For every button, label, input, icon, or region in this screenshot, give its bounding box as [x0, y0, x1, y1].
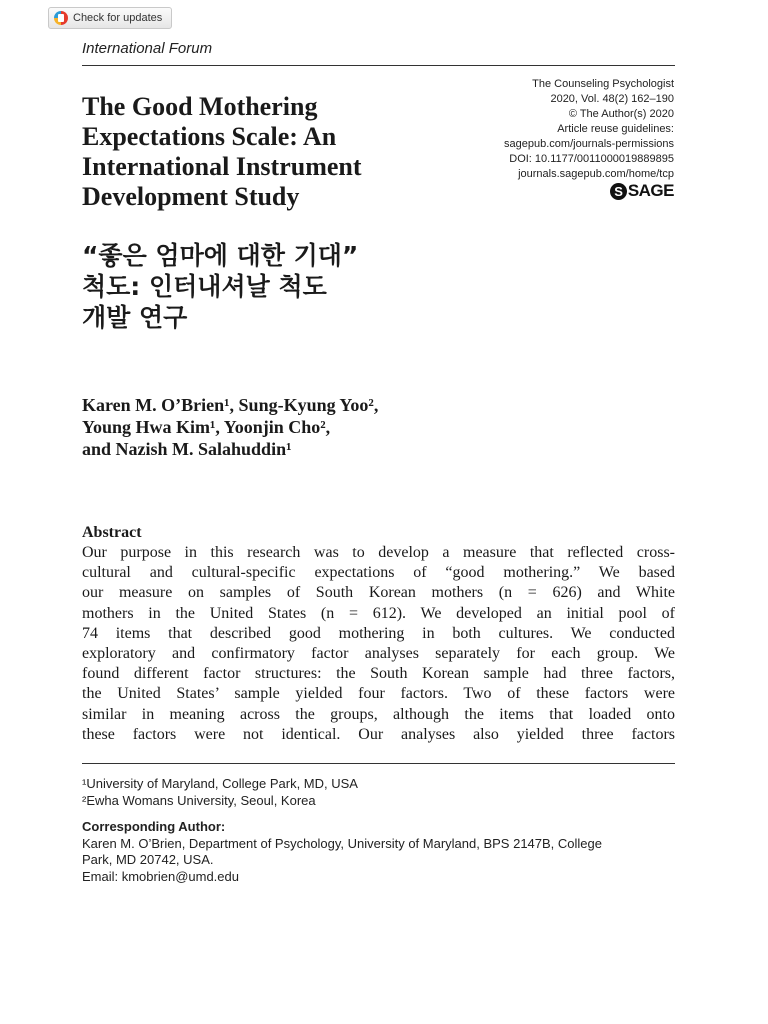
abstract-line: these factors were not identical. Our analyses also yielded three factors	[82, 725, 675, 743]
abstract-line: exploratory and confirmatory factor analyses separately for each group. We	[82, 645, 675, 663]
sage-wordmark: SAGE	[627, 181, 674, 200]
title-line: International Instrument	[82, 152, 362, 181]
title-line: Expectations Scale: An	[82, 122, 337, 151]
abstract-heading: Abstract	[82, 524, 142, 541]
article-title	[82, 92, 467, 212]
abstract	[82, 523, 675, 745]
permissions-link[interactable]: sagepub.com/journals-permissions	[504, 138, 674, 150]
abstract-body	[82, 543, 675, 745]
sage-mark-icon: S	[610, 183, 627, 200]
abstract-line: similar in meaning across the groups, although the items that loaded onto	[82, 705, 675, 723]
doi-link[interactable]: DOI: 10.1177/0011000019889895	[509, 153, 674, 165]
affiliations	[82, 775, 675, 809]
corresponding-author-line: Park, MD 20742, USA.	[82, 852, 214, 867]
crossmark-badge-icon	[54, 11, 68, 25]
journal-name: The Counseling Psychologist	[532, 78, 674, 90]
author-line: Karen M. O’Brien¹, Sung-Kyung Yoo²,	[82, 395, 379, 415]
title-line: The Good Mothering	[82, 92, 318, 121]
abstract-line: Our purpose in this research was to develop a measure that reflected cross-	[82, 544, 675, 561]
author-line: Young Hwa Kim¹, Yoonjin Cho²,	[82, 417, 331, 437]
journal-volume: 2020, Vol. 48(2) 162–190	[550, 93, 674, 105]
journal-homepage-link[interactable]: journals.sagepub.com/home/tcp	[518, 168, 674, 180]
affiliation-item: ¹University of Maryland, College Park, MD, USA	[82, 776, 358, 791]
korean-title-line: “좋은 엄마에 대한 기대”	[82, 241, 359, 270]
corresponding-author-line: Karen M. O’Brien, Department of Psychology, University of Maryland, BPS 2147B, College	[82, 835, 602, 851]
abstract-line: our measure on samples of South Korean mothers (n = 626) and White	[82, 584, 675, 602]
korean-title	[82, 240, 462, 333]
header-divider	[82, 65, 675, 66]
sage-logo	[610, 181, 674, 201]
abstract-line: 74 items that described good mothering in both cultures. We conducted	[82, 624, 675, 642]
author-line: and Nazish M. Salahuddin¹	[82, 439, 292, 459]
section-label: International Forum	[82, 40, 213, 57]
corresponding-author-email[interactable]: Email: kmobrien@umd.edu	[82, 868, 239, 884]
journal-info	[434, 77, 674, 182]
korean-title-line: 척도: 인터내셔날 척도	[82, 272, 327, 301]
abstract-line: mothers in the United States (n = 612). We developed an initial pool of	[82, 604, 675, 622]
footnote-divider	[82, 763, 675, 764]
corresponding-author	[82, 819, 675, 885]
abstract-line: the United States’ sample yielded four factors. Two of these factors were	[82, 685, 675, 703]
korean-title-line: 개발 연구	[82, 303, 188, 332]
author-list	[82, 394, 502, 460]
copyright: © The Author(s) 2020	[568, 108, 674, 120]
affiliation-item: ²Ewha Womans University, Seoul, Korea	[82, 793, 316, 808]
check-for-updates-button[interactable]	[48, 7, 172, 29]
abstract-line: found different factor structures: the South Korean sample had three factors,	[82, 665, 675, 683]
abstract-line: cultural and cultural-specific expectations of “good mothering.” We based	[82, 564, 675, 582]
corresponding-author-heading: Corresponding Author:	[82, 819, 226, 834]
reuse-guidelines-label: Article reuse guidelines:	[557, 123, 674, 135]
check-for-updates-label: Check for updates	[73, 12, 163, 24]
title-line: Development Study	[82, 182, 300, 211]
